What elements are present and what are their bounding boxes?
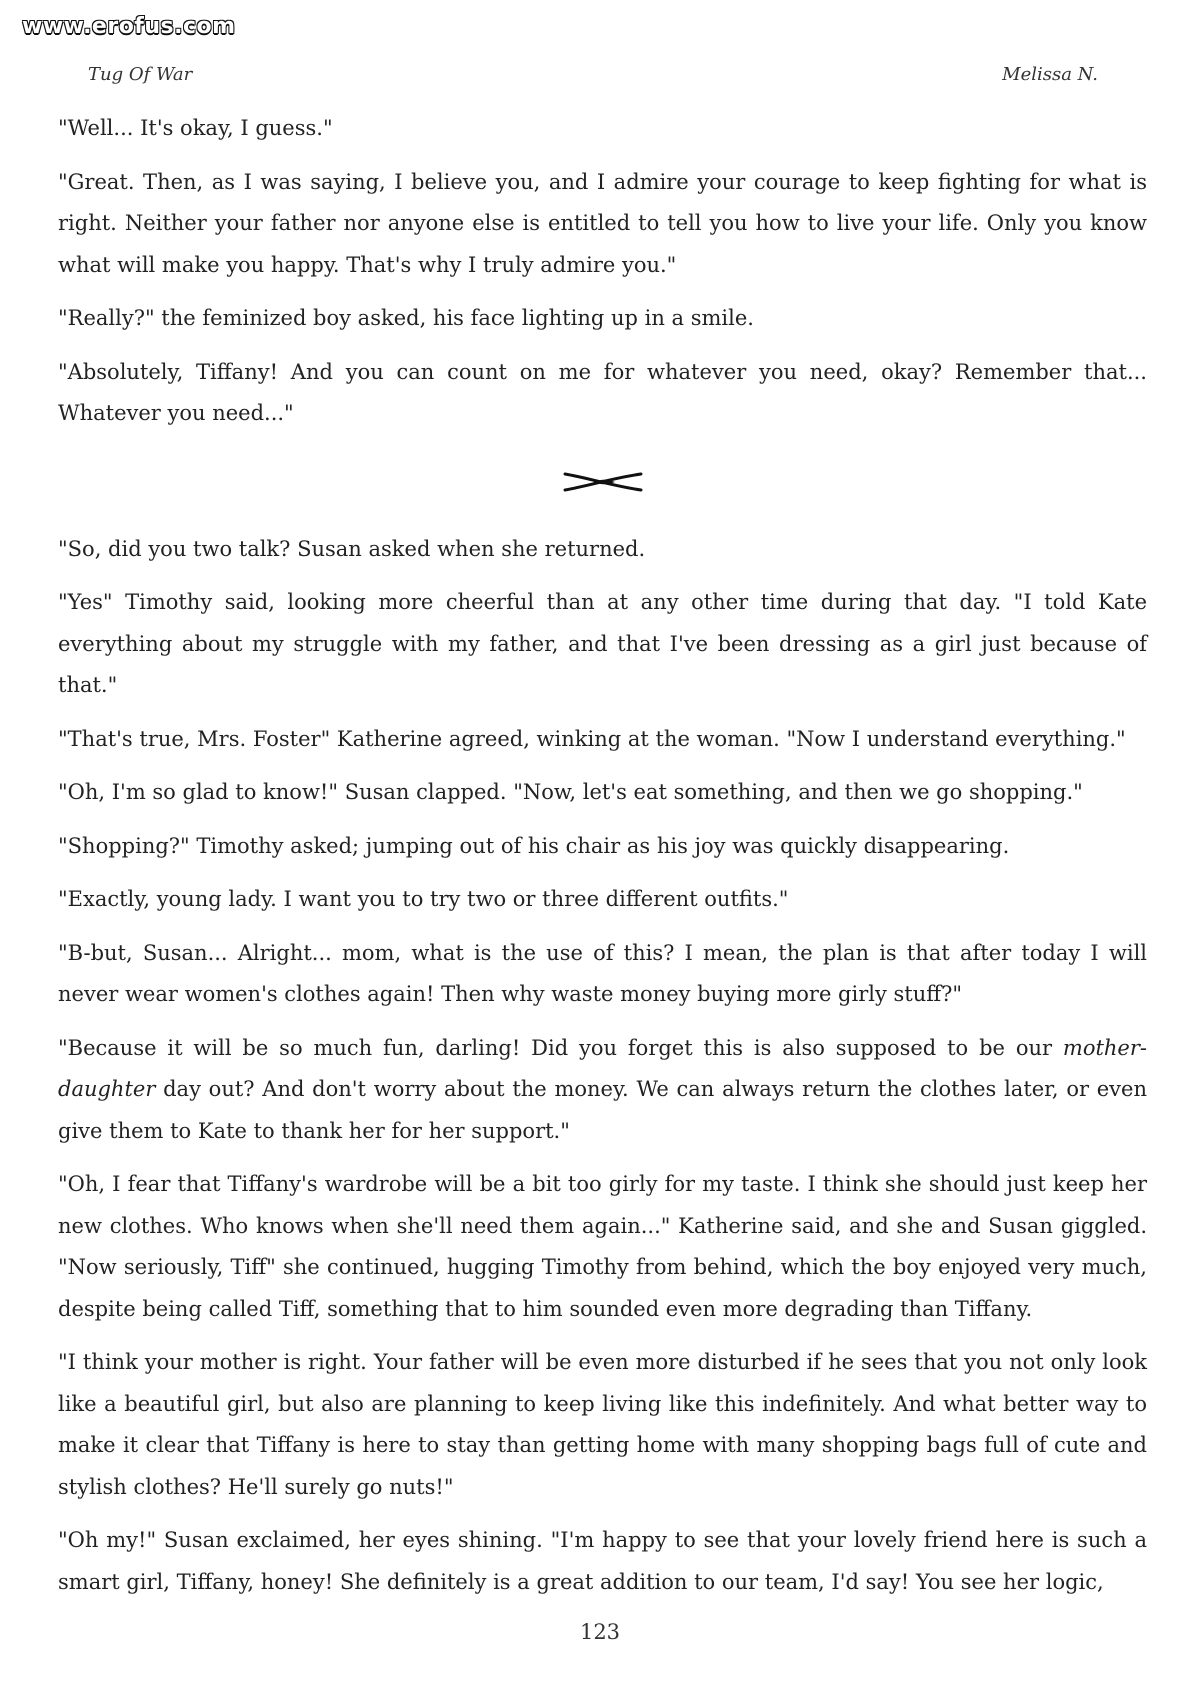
paragraph: "That's true, Mrs. Foster" Katherine agreed, winking at the woman. "Now I understand everything." (58, 726, 1126, 751)
watermark: www.erofus.com (22, 14, 236, 39)
book-title: Tug Of War (88, 64, 193, 85)
paragraph-mother-daughter (58, 1028, 1147, 1153)
paragraph: "Oh, I'm so glad to know!" Susan clapped. "Now, let's eat something, and then we go shopping." (58, 780, 1083, 804)
text-segment: day out? And don't worry about the money. We can always return the clothes later, or even give them to Kate to thank her for her support." (58, 1077, 1147, 1143)
paragraph: "Oh, I fear that Tiffany's wardrobe will be a bit too girly for my taste. I think she should just keep her new clothes. Who knows when she'll need them again..." Katherine said, and she and Susan giggled. "Now seriously, Tiff" she continued, hugging Timothy from behind, which the boy enjoyed very much, despite being called Tiff, something that to him sounded even more degrading than Tiffany. (58, 1172, 1147, 1321)
paragraph: "So, did you two talk? Susan asked when she returned. (58, 536, 646, 561)
paragraph: "Really?" the feminized boy asked, his face lighting up in a smile. (58, 306, 754, 330)
paragraph: "Oh my!" Susan exclaimed, her eyes shining. "I'm happy to see that your lovely friend here is such a smart girl, Tiffany, honey! She definitely is a great addition to our team, I'd say! You see her logic, (58, 1528, 1147, 1594)
italic-phrase: mother-daughter (58, 1035, 1147, 1101)
author-name: Melissa N. (1002, 64, 1098, 85)
crossed-flourish-icon (563, 470, 643, 494)
paragraph: "Shopping?" Timothy asked; jumping out of his chair as his joy was quickly disappearing. (58, 833, 1010, 858)
paragraph: "Great. Then, as I was saying, I believe you, and I admire your courage to keep fighting for what is right. Neither your father nor anyone else is entitled to tell you how to live your life. Only you know what will make you happy. That's why I truly admire you." (58, 169, 1147, 277)
paragraph: "I think your mother is right. Your father will be even more disturbed if he sees that you not only look like a beautiful girl, but also are planning to keep living like this indefinitely. And what better way to make it clear that Tiffany is here to stay than getting home with many shopping bags full of cute and stylish clothes? He'll surely go nuts!" (58, 1350, 1147, 1499)
text-segment: "Because it will be so much fun, darling! Did you forget this is also supposed to be our (58, 1035, 1063, 1060)
paragraph: "Absolutely, Tiffany! And you can count on me for whatever you need, okay? Remember that... Whatever you need..." (58, 359, 1147, 425)
page-number: 123 (579, 1620, 621, 1644)
paragraph: "B-but, Susan... Alright... mom, what is the use of this? I mean, the plan is that after today I will never wear women's clothes again! Then why waste money buying more girly stuff?" (58, 940, 1147, 1006)
paragraph: "Well... It's okay, I guess." (58, 116, 333, 140)
paragraph: "Exactly, young lady. I want you to try two or three different outfits." (58, 887, 789, 911)
page-body (58, 108, 1147, 1615)
paragraph: "Yes" Timothy said, looking more cheerful than at any other time during that day. "I told Kate everything about my struggle with my father, and that I've been dressing as a girl just because of that." (58, 590, 1147, 697)
page-header (88, 64, 1098, 85)
scene-break (58, 447, 1147, 517)
